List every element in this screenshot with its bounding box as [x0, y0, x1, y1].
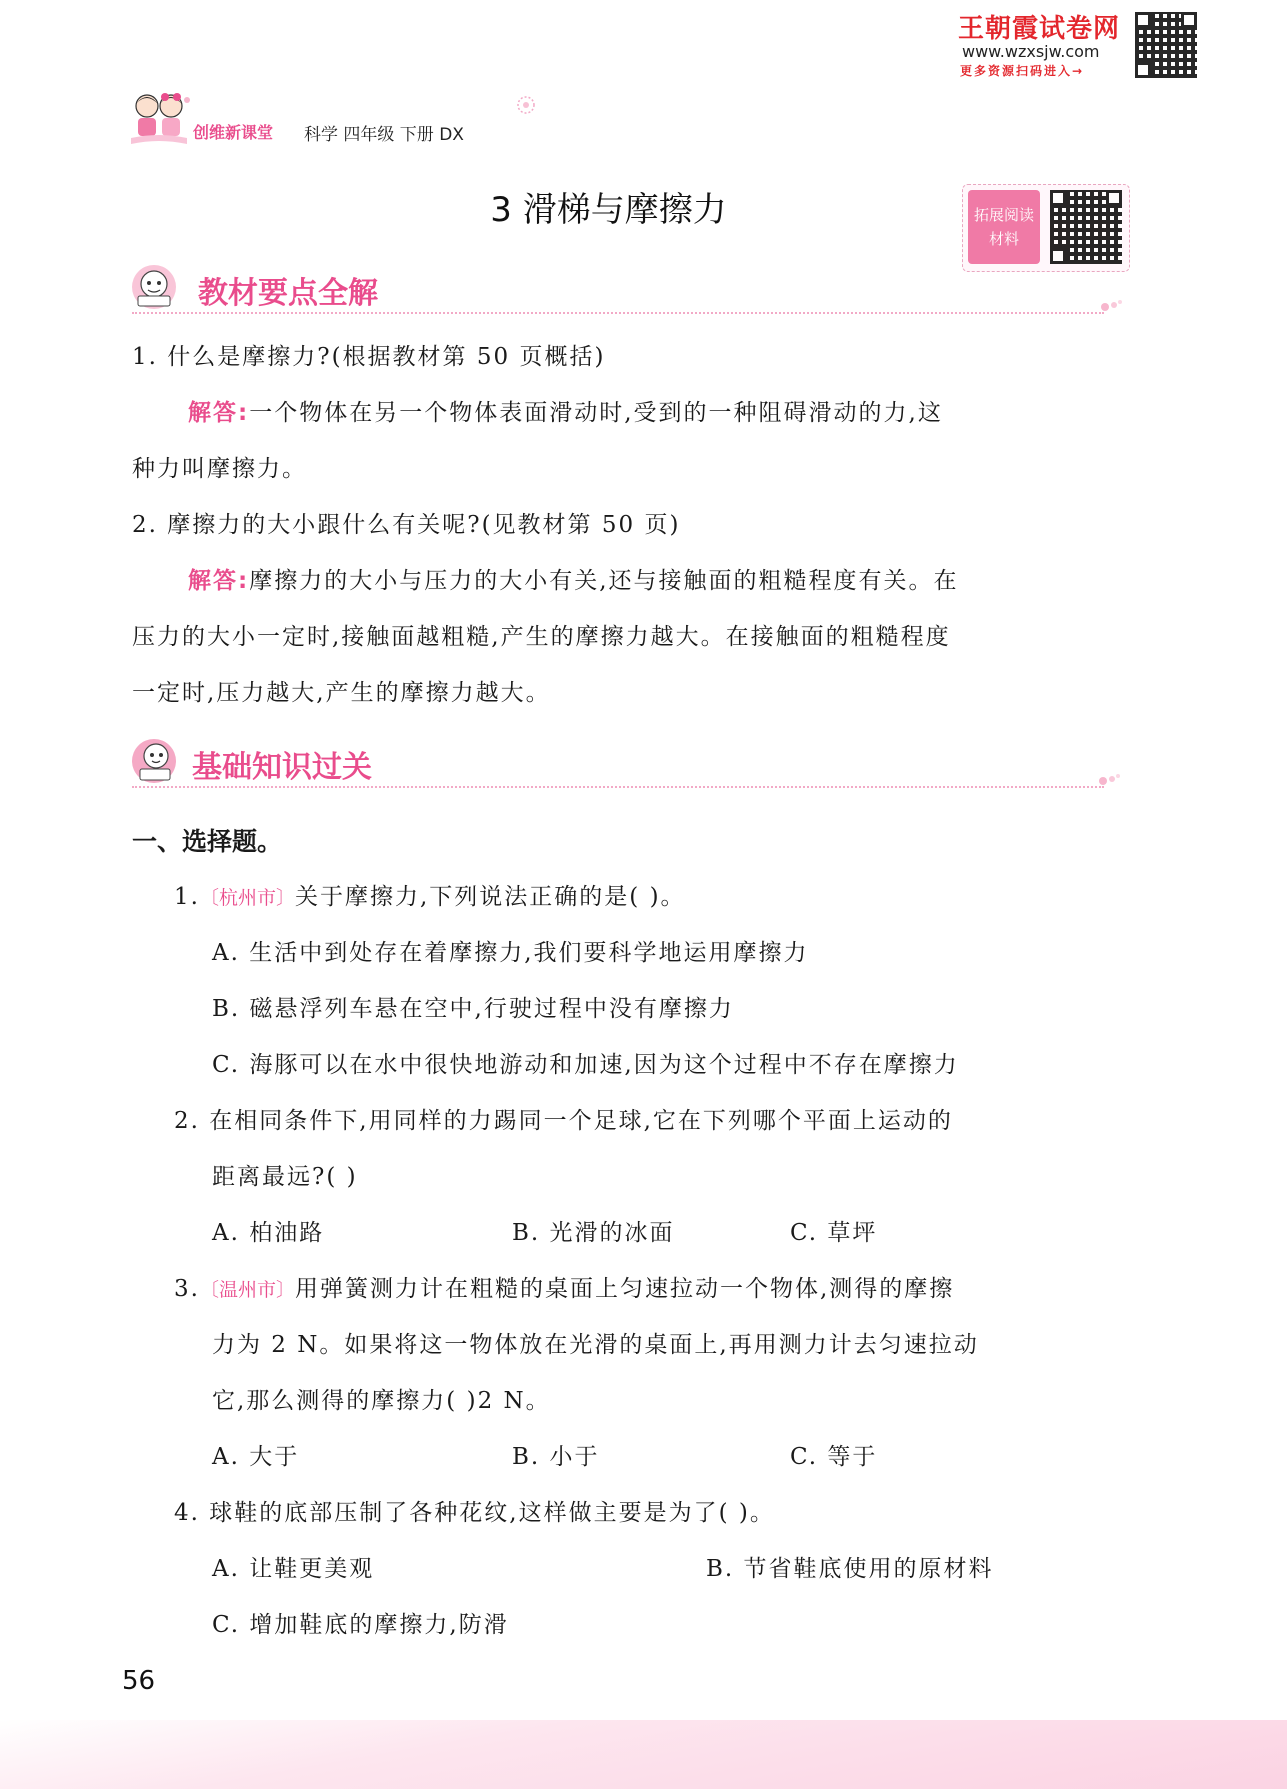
- flower-decoration-icon: [514, 94, 538, 116]
- section-divider: [132, 786, 1104, 788]
- option-1c: C. 海豚可以在水中很快地游动和加速,因为这个过程中不存在摩擦力: [212, 1052, 959, 1078]
- extension-qr-code-icon[interactable]: [1050, 190, 1122, 264]
- dots-decoration-icon: [1098, 772, 1122, 786]
- option-3b: B. 小于: [512, 1444, 600, 1470]
- choice-question-4: 4. 球鞋的底部压制了各种花纹,这样做主要是为了( )。: [174, 1500, 775, 1526]
- answer-1-line-1: 解答:一个物体在另一个物体表面滑动时,受到的一种阻碍滑动的力,这: [188, 400, 943, 426]
- answer-label: 解答:: [188, 568, 250, 594]
- choice-question-1: 1.〔杭州市〕关于摩擦力,下列说法正确的是( )。: [174, 884, 686, 910]
- option-4b: B. 节省鞋底使用的原材料: [706, 1556, 994, 1582]
- brand-tagline: 更多资源扫码进入→: [960, 64, 1085, 78]
- footer-band: [0, 1720, 1287, 1789]
- question-1: 1. 什么是摩擦力?(根据教材第 50 页概括): [132, 344, 606, 370]
- choice-question-2-line-2: 距离最远?( ): [212, 1164, 358, 1190]
- choice-question-3-line-2: 力为 2 N。如果将这一物体放在光滑的桌面上,再用测力计去匀速拉动: [212, 1332, 979, 1358]
- option-1b: B. 磁悬浮列车悬在空中,行驶过程中没有摩擦力: [212, 996, 734, 1022]
- option-3a: A. 大于: [212, 1444, 300, 1470]
- answer-2-line-3: 一定时,压力越大,产生的摩擦力越大。: [132, 680, 551, 706]
- section-divider: [132, 312, 1104, 314]
- choice-question-3-line-3: 它,那么测得的摩擦力( )2 N。: [212, 1388, 551, 1414]
- extension-reading-label[interactable]: 拓展阅读 材料: [968, 190, 1040, 264]
- option-1a: A. 生活中到处存在着摩擦力,我们要科学地运用摩擦力: [212, 940, 809, 966]
- option-2b: B. 光滑的冰面: [512, 1220, 675, 1246]
- dots-decoration-icon: [1100, 298, 1124, 312]
- lesson-title: 3 滑梯与摩擦力: [490, 190, 727, 230]
- region-tag: 〔杭州市〕: [199, 887, 295, 909]
- qr-code-icon[interactable]: [1135, 12, 1197, 78]
- choice-question-2-line-1: 2. 在相同条件下,用同样的力踢同一个足球,它在下列哪个平面上运动的: [174, 1108, 953, 1134]
- choice-question-3-line-1: 3.〔温州市〕用弹簧测力计在粗糙的桌面上匀速拉动一个物体,测得的摩擦: [174, 1276, 955, 1302]
- section-title-key-points: 教材要点全解: [198, 276, 378, 311]
- section-mascot-icon: [128, 736, 184, 786]
- answer-2-line-1: 解答:摩擦力的大小与压力的大小有关,还与接触面的粗糙程度有关。在: [188, 568, 959, 594]
- section-title-basic-knowledge: 基础知识过关: [192, 750, 372, 785]
- option-4c: C. 增加鞋底的摩擦力,防滑: [212, 1612, 509, 1638]
- answer-label: 解答:: [188, 400, 250, 426]
- part-title-choice: 一、选择题。: [132, 827, 283, 856]
- kids-mascot-icon: [127, 92, 191, 150]
- answer-2-line-2: 压力的大小一定时,接触面越粗糙,产生的摩擦力越大。在接触面的粗糙程度: [132, 624, 951, 650]
- option-3c: C. 等于: [790, 1444, 878, 1470]
- page-number: 56: [122, 1666, 156, 1696]
- answer-1-line-2: 种力叫摩擦力。: [132, 456, 307, 482]
- option-4a: A. 让鞋更美观: [212, 1556, 375, 1582]
- question-2: 2. 摩擦力的大小跟什么有关呢?(见教材第 50 页): [132, 512, 681, 538]
- brand-url: www.wzxsjw.com: [962, 42, 1100, 61]
- option-2c: C. 草坪: [790, 1220, 878, 1246]
- section-mascot-icon: [128, 262, 184, 312]
- series-name: 创维新课堂: [193, 123, 274, 142]
- course-info: 科学 四年级 下册 DX: [304, 125, 464, 145]
- region-tag: 〔温州市〕: [199, 1279, 295, 1301]
- brand-name: 王朝霞试卷网: [958, 14, 1121, 44]
- option-2a: A. 柏油路: [212, 1220, 325, 1246]
